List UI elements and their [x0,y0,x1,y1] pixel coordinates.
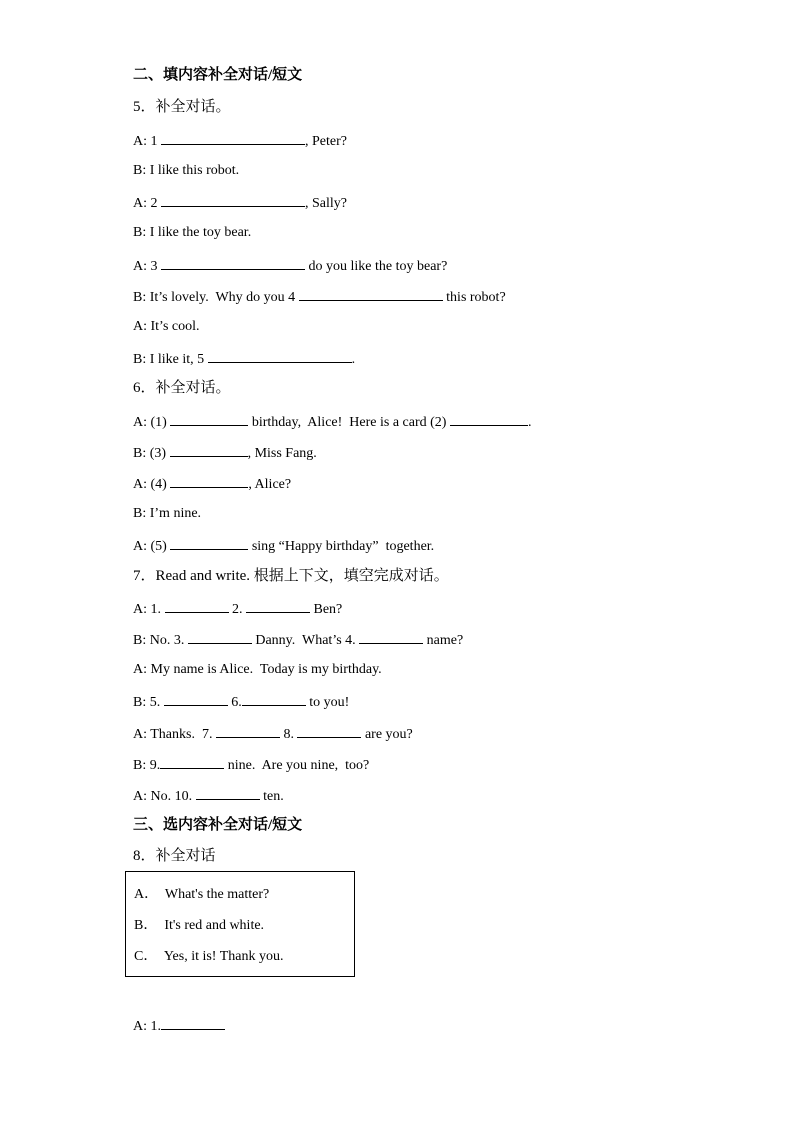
question-5-title: 5．补全对话。 [133,99,231,115]
q6-line-4: B: I’m nine. [133,506,202,521]
q7-line-6: B: 9. nine. Are you nine, too? [133,755,369,775]
q5-line-8: B: I like it, 5 . [133,349,355,369]
q7-line-1: A: 1. 2. Ben? [133,599,342,619]
answer-blank[interactable] [161,131,305,145]
answer-blank[interactable] [170,443,248,457]
answer-blank[interactable] [216,724,280,738]
answer-blank[interactable] [359,630,423,644]
q6-line-3: A: (4) , Alice? [133,474,291,494]
answer-blank[interactable] [188,630,252,644]
q6-line-1: A: (1) birthday, Alice! Here is a card (2) . [133,412,531,432]
question-7-title: 7．Read and write. 根据上下文，填空完成对话。 [133,568,449,584]
q5-line-4: B: I like the toy bear. [133,225,252,240]
answer-blank[interactable] [299,287,443,301]
answer-blank[interactable] [208,349,352,363]
q7-line-4: B: 5. 6. to you! [133,692,349,712]
q6-line-5: A: (5) sing “Happy birthday” together. [133,536,434,556]
answer-blank[interactable] [246,599,310,613]
answer-blank[interactable] [170,474,248,488]
q7-line-2: B: No. 3. Danny. What’s 4. name? [133,630,463,650]
options-box [125,871,355,977]
answer-blank[interactable] [242,692,306,706]
q7-line-7: A: No. 10. ten. [133,786,284,806]
answer-blank[interactable] [161,256,305,270]
answer-blank[interactable] [164,692,228,706]
q5-line-6: B: It’s lovely. Why do you 4 this robot? [133,287,506,307]
q5-line-2: B: I like this robot. [133,163,240,178]
q5-line-7: A: It’s cool. [133,319,200,334]
question-6-title: 6．补全对话。 [133,380,231,396]
option-c: C． Yes, it is! Thank you. [134,949,284,964]
answer-blank[interactable] [160,755,224,769]
section-title: 三、选内容补全对话/短文 [133,817,303,833]
section-title: 二、填内容补全对话/短文 [133,67,303,83]
answer-blank[interactable] [196,786,260,800]
q5-line-5: A: 3 do you like the toy bear? [133,256,447,276]
answer-blank[interactable] [161,193,305,207]
answer-blank[interactable] [450,412,528,426]
q7-line-3: A: My name is Alice. Today is my birthday. [133,662,382,677]
q8-line-1: A: 1. [133,1016,225,1036]
answer-blank[interactable] [161,1016,225,1030]
answer-blank[interactable] [297,724,361,738]
q5-line-3: A: 2 , Sally? [133,193,347,213]
answer-blank[interactable] [165,599,229,613]
q7-line-5: A: Thanks. 7. 8. are you? [133,724,413,744]
q5-line-1: A: 1 , Peter? [133,131,347,151]
answer-blank[interactable] [170,412,248,426]
option-a: A． What's the matter? [134,887,270,902]
option-b: B． It's red and white. [134,918,265,933]
answer-blank[interactable] [170,536,248,550]
q6-line-2: B: (3) , Miss Fang. [133,443,317,463]
question-8-title: 8．补全对话 [133,848,216,864]
